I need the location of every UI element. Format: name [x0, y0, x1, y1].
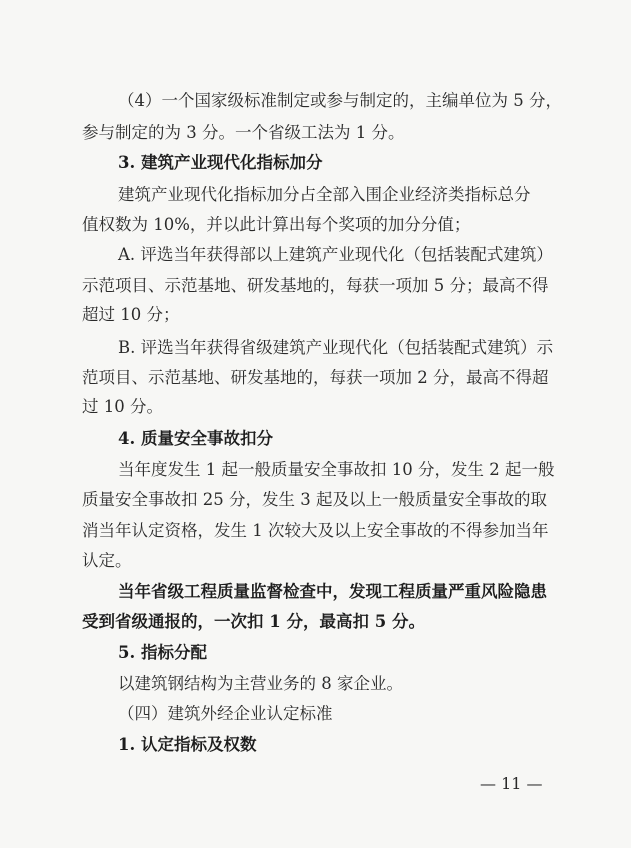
paragraph-line: （4）一个国家级标准制定或参与制定的，主编单位为 5 分， [118, 91, 562, 110]
paragraph-line: 以建筑钢结构为主营业务的 8 家企业。 [118, 674, 403, 693]
bold-paragraph-line: 受到省级通报的，一次扣 1 分，最高扣 5 分。 [82, 612, 425, 631]
bold-paragraph-line: 当年省级工程质量监督检查中，发现工程质量严重风险隐患 [118, 582, 547, 601]
item-a-line: A. 评选当年获得部以上建筑产业现代化（包括装配式建筑） [118, 245, 553, 264]
subsection-heading: （四）建筑外经企业认定标准 [118, 704, 333, 723]
paragraph-line: 消当年认定资格，发生 1 次较大及以上安全事故的不得参加当年 [82, 521, 549, 540]
section-heading-5: 5. 指标分配 [118, 643, 207, 662]
section-heading-4: 4. 质量安全事故扣分 [118, 429, 273, 448]
paragraph-line: 值权数为 10%，并以此计算出每个奖项的加分分值； [82, 215, 471, 234]
item-b-line: B. 评选当年获得省级建筑产业现代化（包括装配式建筑）示 [118, 338, 554, 357]
paragraph-line: 当年度发生 1 起一般质量安全事故扣 10 分，发生 2 起一般 [118, 460, 555, 479]
item-a-line: 超过 10 分； [82, 305, 180, 324]
item-b-line: 过 10 分。 [82, 397, 163, 416]
item-b-line: 范项目、示范基地、研发基地的，每获一项加 2 分，最高不得超 [82, 368, 549, 387]
paragraph-line: 认定。 [82, 551, 132, 570]
item-a-line: 示范项目、示范基地、研发基地的，每获一项加 5 分；最高不得 [82, 276, 549, 295]
section-heading-3: 3. 建筑产业现代化指标加分 [118, 153, 323, 172]
page-number: — 11 — [480, 774, 543, 793]
paragraph-line: 参与制定的为 3 分。一个省级工法为 1 分。 [82, 123, 405, 142]
paragraph-line: 建筑产业现代化指标加分占全部入围企业经济类指标总分 [118, 185, 531, 204]
paragraph-line: 质量安全事故扣 25 分，发生 3 起及以上一般质量安全事故的取 [82, 490, 547, 509]
section-heading-1: 1. 认定指标及权数 [118, 735, 257, 754]
